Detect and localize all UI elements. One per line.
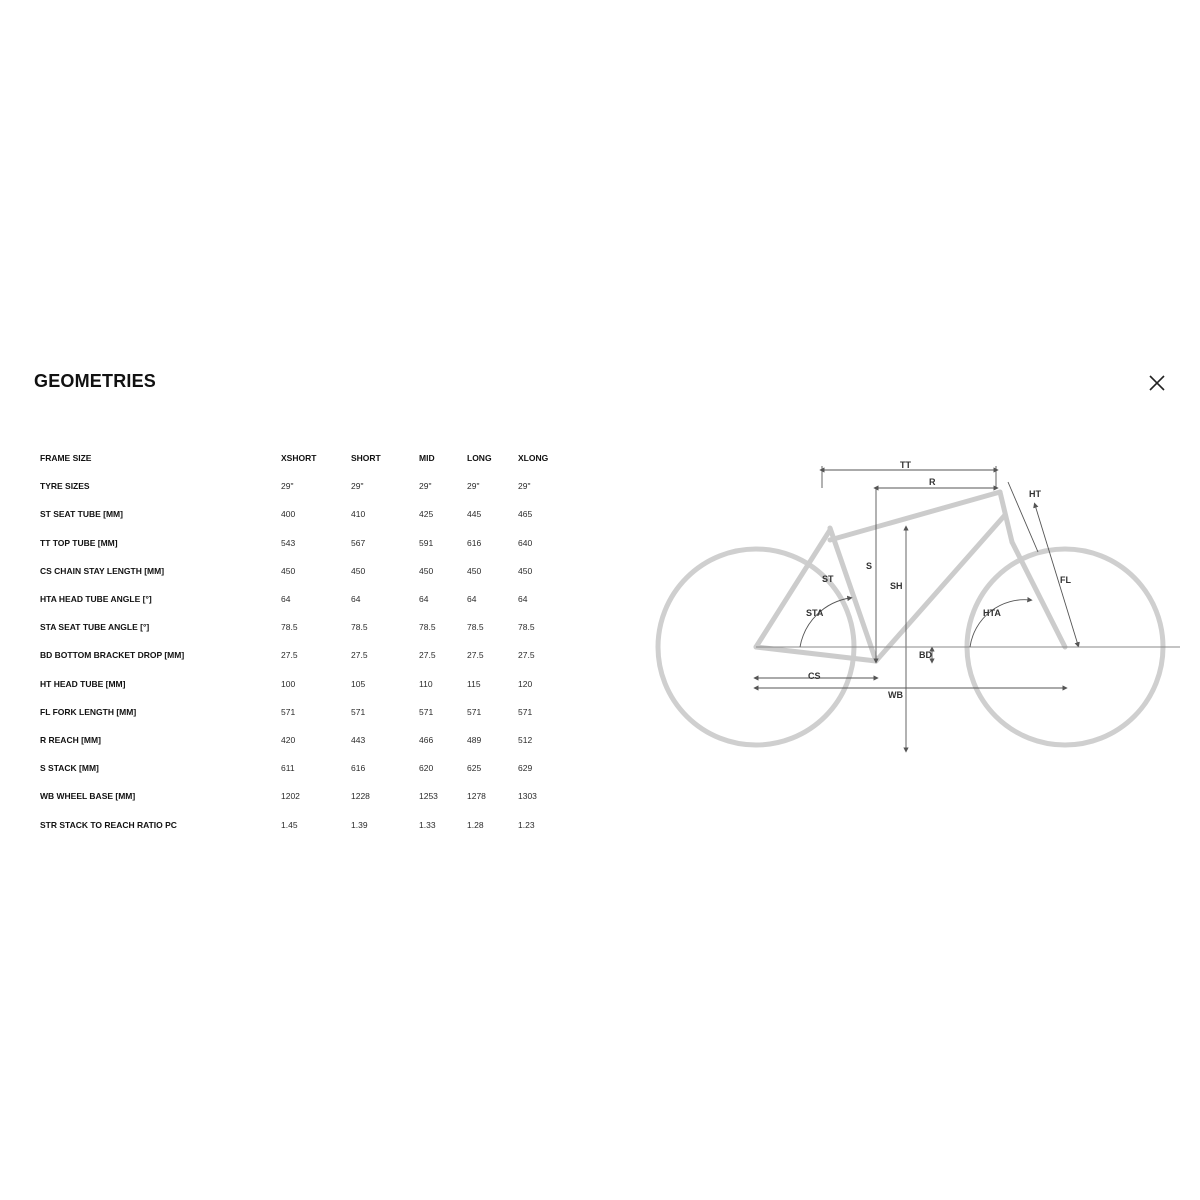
table-cell: 27.5 [281, 650, 298, 661]
column-header: XSHORT [281, 453, 317, 464]
table-cell: 489 [467, 734, 482, 745]
table-row [34, 585, 552, 613]
table-cell: 591 [419, 537, 434, 548]
table-cell: 1278 [467, 791, 486, 802]
table-cell: 611 [281, 763, 295, 774]
row-label: R REACH [MM] [40, 734, 101, 745]
table-cell: 567 [351, 537, 366, 548]
table-cell: 410 [351, 509, 366, 520]
label-ht: HT [1029, 489, 1041, 499]
table-cell: 105 [351, 678, 366, 689]
row-label: STA SEAT TUBE ANGLE [°] [40, 622, 150, 633]
table-cell: 571 [281, 706, 296, 717]
column-header: FRAME SIZE [40, 453, 92, 464]
chain-stay [756, 647, 876, 661]
table-cell: 443 [351, 734, 366, 745]
table-row [34, 529, 552, 557]
table-cell: 616 [351, 763, 366, 774]
table-cell: 110 [419, 678, 433, 689]
row-label: HT HEAD TUBE [MM] [40, 678, 126, 689]
table-cell: 425 [419, 509, 434, 520]
table-row [34, 726, 552, 754]
table-cell: 1253 [419, 791, 438, 802]
table-row [34, 698, 552, 726]
table-cell: 78.5 [419, 622, 436, 633]
table-cell: 27.5 [467, 650, 484, 661]
label-sta: STA [806, 608, 824, 618]
table-row [34, 754, 552, 782]
table-row [34, 472, 552, 500]
table-cell: 629 [518, 763, 533, 774]
table-cell: 450 [518, 565, 533, 576]
table-cell: 29" [467, 481, 480, 492]
table-cell: 1228 [351, 791, 370, 802]
table-cell: 1.39 [351, 819, 368, 830]
table-cell: 64 [281, 594, 291, 605]
table-cell: 400 [281, 509, 296, 520]
label-wb: WB [888, 690, 903, 700]
label-s: S [866, 561, 873, 571]
table-row [34, 782, 552, 810]
label-hta: HTA [983, 608, 1001, 618]
label-st: ST [822, 574, 834, 584]
label-fl: FL [1060, 575, 1071, 585]
table-row [34, 500, 552, 528]
table-cell: 640 [518, 537, 533, 548]
table-cell: 625 [467, 763, 482, 774]
row-label: WB WHEEL BASE [MM] [40, 791, 136, 802]
row-label: STR STACK TO REACH RATIO PC [40, 819, 177, 830]
table-row [34, 641, 552, 669]
table-cell: 445 [467, 509, 482, 520]
table-cell: 27.5 [518, 650, 535, 661]
table-cell: 64 [518, 594, 528, 605]
fork [1012, 542, 1065, 647]
table-cell: 450 [467, 565, 482, 576]
row-label: TYRE SIZES [40, 481, 90, 492]
table-cell: 29" [419, 481, 432, 492]
row-label: FL FORK LENGTH [MM] [40, 706, 137, 717]
table-cell: 1.23 [518, 819, 535, 830]
table-cell: 571 [351, 706, 366, 717]
table-header-row [34, 444, 552, 472]
table-cell: 27.5 [351, 650, 368, 661]
table-cell: 450 [419, 565, 434, 576]
row-label: HTA HEAD TUBE ANGLE [°] [40, 594, 152, 605]
table-cell: 120 [518, 678, 533, 689]
table-cell: 78.5 [518, 622, 535, 633]
label-r: R [929, 477, 936, 487]
table-cell: 620 [419, 763, 434, 774]
table-cell: 465 [518, 509, 533, 520]
top-tube [830, 492, 1000, 540]
geometry-table [34, 444, 552, 839]
page-title: GEOMETRIES [34, 371, 157, 391]
table-cell: 571 [419, 706, 434, 717]
table-cell: 571 [518, 706, 533, 717]
label-sh: SH [890, 581, 903, 591]
row-label: S STACK [MM] [40, 763, 99, 774]
table-cell: 512 [518, 734, 533, 745]
table-row [34, 810, 552, 838]
table-cell: 64 [419, 594, 429, 605]
column-header: SHORT [351, 453, 381, 464]
row-label: BD BOTTOM BRACKET DROP [MM] [40, 650, 185, 661]
table-cell: 78.5 [351, 622, 368, 633]
table-cell: 420 [281, 734, 296, 745]
table-cell: 115 [467, 678, 481, 689]
label-cs: CS [808, 671, 821, 681]
table-cell: 450 [351, 565, 366, 576]
table-cell: 1303 [518, 791, 537, 802]
fork-length-dimension [1035, 505, 1078, 645]
table-cell: 1.45 [281, 819, 298, 830]
table-cell: 29" [281, 481, 294, 492]
table-cell: 64 [351, 594, 361, 605]
table-cell: 78.5 [467, 622, 484, 633]
bike-frame [756, 492, 1065, 661]
column-header: MID [419, 453, 435, 464]
table-cell: 1.33 [419, 819, 436, 830]
table-cell: 571 [467, 706, 482, 717]
table-row [34, 670, 552, 698]
label-bd: BD [919, 650, 932, 660]
table-row [34, 613, 552, 641]
table-cell: 616 [467, 537, 482, 548]
label-tt: TT [900, 460, 911, 470]
row-label: TT TOP TUBE [MM] [40, 537, 118, 548]
column-header: LONG [467, 453, 492, 464]
close-button[interactable] [1146, 372, 1168, 394]
table-cell: 450 [281, 565, 296, 576]
column-header: XLONG [518, 453, 549, 464]
table-cell: 1.28 [467, 819, 484, 830]
table-cell: 29" [351, 481, 364, 492]
table-cell: 466 [419, 734, 434, 745]
table-cell: 100 [281, 678, 296, 689]
bike-geometry-diagram [640, 440, 1180, 770]
head-tube-angle-arc [970, 600, 1030, 647]
row-label: CS CHAIN STAY LENGTH [MM] [40, 565, 165, 576]
row-label: ST SEAT TUBE [MM] [40, 509, 123, 520]
table-row [34, 557, 552, 585]
close-icon [1146, 372, 1168, 394]
table-cell: 64 [467, 594, 477, 605]
table-cell: 27.5 [419, 650, 436, 661]
table-cell: 29" [518, 481, 531, 492]
table-cell: 1202 [281, 791, 300, 802]
table-cell: 78.5 [281, 622, 298, 633]
table-cell: 543 [281, 537, 296, 548]
